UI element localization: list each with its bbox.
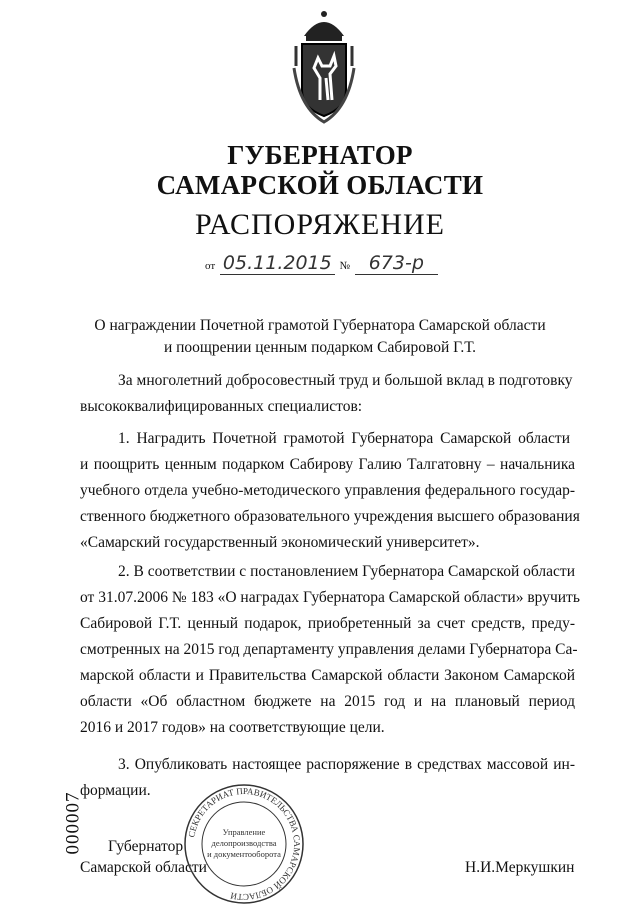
title-line-1: ГУБЕРНАТОР bbox=[227, 140, 413, 170]
body-line: 2016 и 2017 годов» на соответствующие цели. bbox=[80, 719, 385, 736]
stamp-ring-text: СЕКРЕТАРИАТ ПРАВИТЕЛЬСТВА САМАРСКОЙ ОБЛАСТИ bbox=[186, 785, 303, 903]
number-prefix: № bbox=[339, 260, 350, 272]
body-line: марской области и Правительства Самарской области Законом Самарской bbox=[80, 667, 575, 684]
body-line: высококвалифицированных специалистов: bbox=[80, 398, 363, 415]
body-line: от 31.07.2006 № 183 «О наградах Губернатора Самарской области» вручить bbox=[80, 589, 580, 606]
body-line: 3. Опубликовать настоящее распоряжение в средствах массовой ин- bbox=[118, 756, 575, 773]
document-date: 05.11.2015 bbox=[220, 252, 335, 275]
document-number: 673-р bbox=[355, 252, 438, 275]
stamp-center-line: Управление bbox=[222, 827, 266, 837]
stamp-center-line: делопроизводства bbox=[211, 838, 277, 848]
body-line: формации. bbox=[80, 782, 151, 799]
subject bbox=[0, 315, 640, 359]
position-line: Самарской области bbox=[80, 859, 207, 876]
body-line: и поощрить ценным подарком Сабирову Галию Талгатовну – начальника bbox=[80, 456, 575, 473]
position-line: Губернатор bbox=[108, 838, 184, 855]
subject-line: и поощрении ценным подарком Сабировой Г.Т. bbox=[163, 339, 477, 356]
subject-line: О награждении Почетной грамотой Губернатора Самарской области bbox=[94, 317, 546, 334]
body-line: «Самарский государственный экономический университет». bbox=[80, 534, 480, 551]
document-type: РАСПОРЯЖЕНИЕ bbox=[194, 208, 446, 241]
body-line: смотренных на 2015 год департаменту управления делами Губернатора Са- bbox=[80, 641, 578, 658]
stamp-center-line: и документооборота bbox=[207, 849, 281, 859]
date-prefix: от bbox=[205, 260, 216, 272]
body-line: За многолетний добросовестный труд и большой вклад в подготовку bbox=[118, 372, 573, 389]
body-line: ственного бюджетного образовательного учреждения высшего образования bbox=[80, 508, 580, 525]
body-line: 2. В соответствии с постановлением Губернатора Самарской области bbox=[118, 563, 575, 580]
title-line-2: САМАРСКОЙ ОБЛАСТИ bbox=[156, 170, 484, 200]
body-line: области «Об областном бюджете на 2015 год и на плановый период bbox=[80, 693, 575, 710]
side-page-number: 000007 bbox=[62, 791, 84, 855]
body-line: учебного отдела учебно-методического управления федерального государ- bbox=[80, 482, 575, 499]
body-line: Сабировой Г.Т. ценный подарок, приобретенный за счет средств, преду- bbox=[80, 615, 575, 632]
official-stamp bbox=[182, 783, 307, 905]
coat-of-arms-emblem bbox=[290, 8, 358, 128]
signatory-name: Н.И.Меркушкин bbox=[465, 859, 575, 876]
body-line: 1. Наградить Почетной грамотой Губернатора Самарской области bbox=[118, 430, 570, 447]
date-number-line bbox=[205, 252, 440, 274]
